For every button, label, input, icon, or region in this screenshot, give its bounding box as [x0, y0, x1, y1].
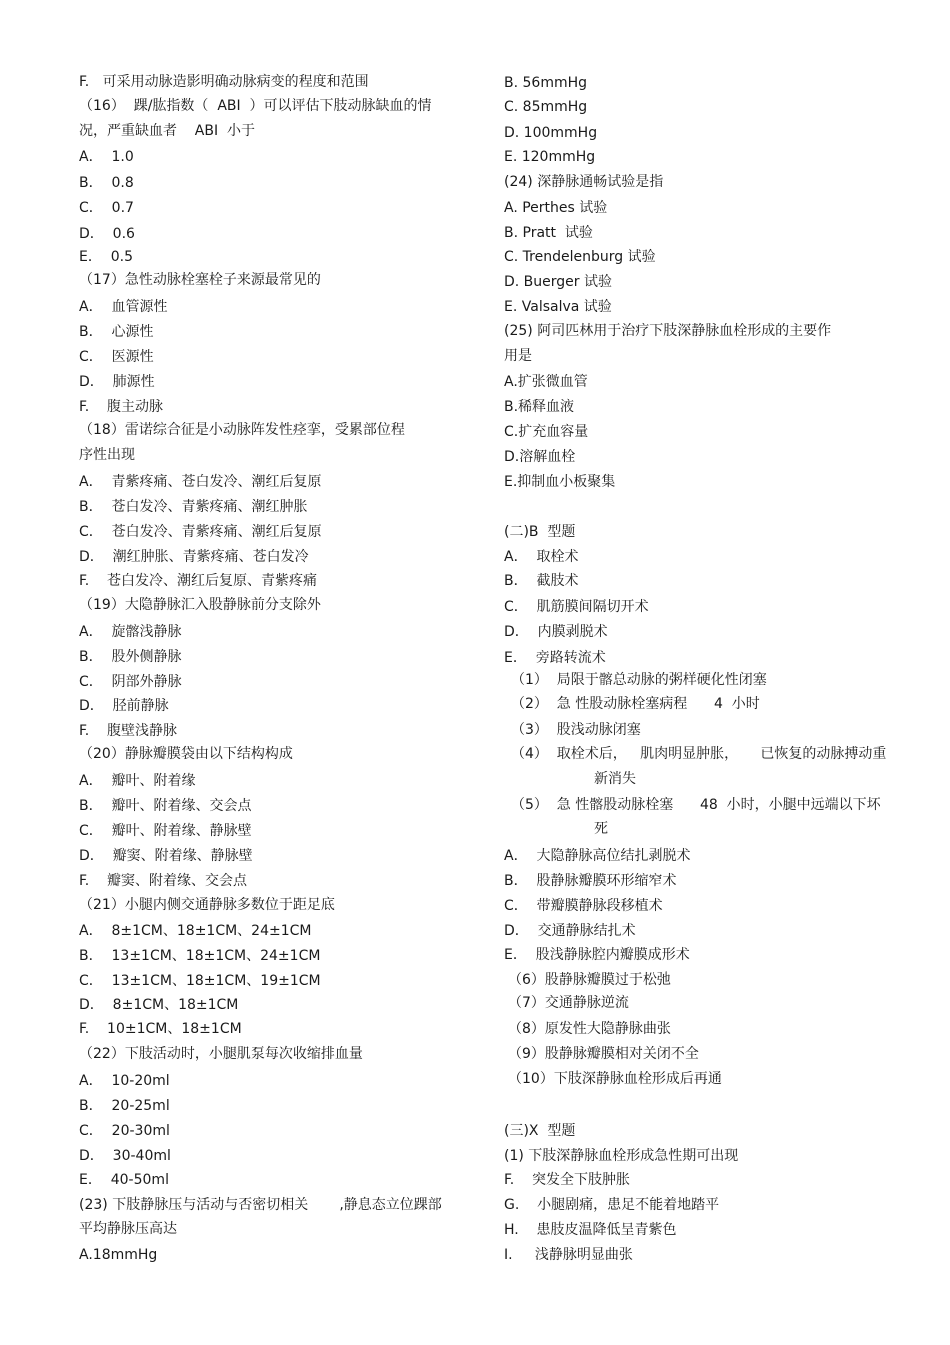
- question-b6: （6）股静脉瓣膜过于松弛: [508, 972, 671, 988]
- option: B． 13±1CM、18±1CM、24±1CM: [79, 948, 321, 964]
- question-17: （17）急性动脉栓塞栓子来源最常见的: [79, 272, 321, 288]
- question-19: （19）大隐静脉汇入股静脉前分支除外: [79, 597, 321, 613]
- option: C. Trendelenburg 试验: [504, 249, 656, 265]
- text-line: 用是: [504, 348, 532, 364]
- option: E． 股浅静脉腔内瓣膜成形术: [504, 947, 690, 963]
- option: D． 交通静脉结扎术: [504, 923, 636, 939]
- option: E． 0.5: [79, 249, 134, 265]
- option: A． 1.0: [79, 149, 134, 165]
- option: B． 截肢术: [504, 573, 579, 589]
- option: C． 苍白发冷、青紫疼痛、潮红后复原: [79, 524, 322, 540]
- option: D． 0.6: [79, 226, 135, 242]
- text-line: 新消失: [594, 771, 636, 787]
- option: D． 内膜剥脱术: [504, 624, 608, 640]
- option: B． 20-25ml: [79, 1098, 170, 1114]
- question-21: （21）小腿内侧交通静脉多数位于距足底: [79, 897, 335, 913]
- question-b1: （1） 局限于髂总动脉的粥样硬化性闭塞: [511, 672, 767, 688]
- question-b5: （5） 急 性髂股动脉栓塞 48 小时，小腿中远端以下坏: [511, 797, 881, 813]
- option: B. 56mmHg: [504, 75, 588, 91]
- option: D.溶解血栓: [504, 449, 576, 465]
- option: B． 瓣叶、附着缘、交会点: [79, 798, 252, 814]
- option: A． 取栓术: [504, 549, 579, 565]
- option: I. 浅静脉明显曲张: [504, 1247, 633, 1263]
- option: D. 100mmHg: [504, 125, 598, 141]
- option: C． 肌筋膜间隔切开术: [504, 599, 649, 615]
- option: D． 8±1CM、18±1CM: [79, 997, 239, 1013]
- option: B． 心源性: [79, 324, 154, 340]
- option: C. 85mmHg: [504, 99, 588, 115]
- option: A. Perthes 试验: [504, 200, 608, 216]
- question-b7: （7）交通静脉逆流: [508, 995, 629, 1011]
- option: C． 阴部外静脉: [79, 674, 182, 690]
- option: D． 胫前静脉: [79, 698, 169, 714]
- question-24: (24) 深静脉通畅试验是指: [504, 174, 664, 190]
- option: A． 血管源性: [79, 299, 168, 315]
- question-b4: （4） 取栓术后， 肌肉明显肿胀， 已恢复的动脉搏动重: [511, 746, 887, 762]
- option: B． 苍白发冷、青紫疼痛、潮红肿胀: [79, 499, 308, 515]
- option: H. 患肢皮温降低呈青紫色: [504, 1222, 677, 1238]
- option: E. 120mmHg: [504, 149, 596, 165]
- option: D. Buerger 试验: [504, 274, 612, 290]
- option: E.抑制血小板聚集: [504, 474, 616, 490]
- question-b9: （9）股静脉瓣膜相对关闭不全: [508, 1046, 699, 1062]
- question-b10: （10）下肢深静脉血栓形成后再通: [508, 1071, 722, 1087]
- option: A.18mmHg: [79, 1247, 158, 1263]
- text-line: 序性出现: [79, 447, 135, 463]
- option: F. 腹壁浅静脉: [79, 723, 178, 739]
- text-line: 平均静脉压高达: [79, 1221, 177, 1237]
- section-heading-b: (二)B 型题: [504, 524, 576, 540]
- option: B.稀释血液: [504, 399, 575, 415]
- question-b8: （8）原发性大隐静脉曲张: [508, 1021, 671, 1037]
- option: A． 10-20ml: [79, 1073, 170, 1089]
- option: C． 瓣叶、附着缘、静脉壁: [79, 823, 252, 839]
- text-line: F. 可采用动脉造影明确动脉病变的程度和范围: [79, 74, 369, 90]
- question-22: （22）下肢活动时，小腿肌泵每次收缩排血量: [79, 1046, 363, 1062]
- option: A． 青紫疼痛、苍白发冷、潮红后复原: [79, 474, 322, 490]
- option: A． 大隐静脉高位结扎剥脱术: [504, 848, 691, 864]
- option: D． 30-40ml: [79, 1148, 171, 1164]
- option: C． 0.7: [79, 200, 134, 216]
- option: D． 肺源性: [79, 374, 155, 390]
- option: E． 旁路转流术: [504, 650, 606, 666]
- question-b2: （2） 急 性股动脉栓塞病程 4 小时: [511, 696, 760, 712]
- question-b3: （3） 股浅动脉闭塞: [511, 722, 641, 738]
- text-line: 死: [594, 821, 608, 837]
- option: B． 股外侧静脉: [79, 649, 182, 665]
- section-heading-x: (三)X 型题: [504, 1123, 576, 1139]
- option: E. Valsalva 试验: [504, 299, 612, 315]
- option: B. Pratt 试验: [504, 225, 593, 241]
- option: G. 小腿剧痛，患足不能着地踏平: [504, 1197, 720, 1213]
- option: F. 10±1CM、18±1CM: [79, 1021, 242, 1037]
- option: A． 8±1CM、18±1CM、24±1CM: [79, 923, 312, 939]
- option: C． 20-30ml: [79, 1123, 170, 1139]
- option: A.扩张微血管: [504, 374, 588, 390]
- option: C.扩充血容量: [504, 424, 589, 440]
- option: D． 潮红肿胀、青紫疼痛、苍白发冷: [79, 549, 309, 565]
- question-23: (23) 下肢静脉压与活动与否密切相关 ,静息态立位踝部: [79, 1197, 442, 1213]
- text-line: 况，严重缺血者 ABI 小于: [79, 123, 256, 139]
- question-16: （16） 踝/肱指数（ ABI ）可以评估下肢动脉缺血的情: [79, 98, 432, 114]
- option: A． 旋髂浅静脉: [79, 624, 182, 640]
- option: F. 苍白发冷、潮红后复原、青紫疼痛: [79, 573, 318, 589]
- option: F. 瓣窦、附着缘、交会点: [79, 873, 248, 889]
- question-18: （18）雷诺综合征是小动脉阵发性痉挛，受累部位程: [79, 422, 405, 438]
- option: B． 0.8: [79, 175, 134, 191]
- option: F. 腹主动脉: [79, 399, 164, 415]
- option: D． 瓣窦、附着缘、静脉壁: [79, 848, 253, 864]
- question-20: （20）静脉瓣膜袋由以下结构构成: [79, 746, 293, 762]
- option: C． 医源性: [79, 349, 154, 365]
- question-x1: (1) 下肢深静脉血栓形成急性期可出现: [504, 1148, 739, 1164]
- option: C． 带瓣膜静脉段移植术: [504, 898, 663, 914]
- option: C． 13±1CM、18±1CM、19±1CM: [79, 973, 321, 989]
- option: F. 突发全下肢肿胀: [504, 1172, 631, 1188]
- question-25: (25) 阿司匹林用于治疗下肢深静脉血栓形成的主要作: [504, 323, 832, 339]
- option: A． 瓣叶、附着缘: [79, 773, 196, 789]
- option: E． 40-50ml: [79, 1172, 169, 1188]
- option: B． 股静脉瓣膜环形缩窄术: [504, 873, 677, 889]
